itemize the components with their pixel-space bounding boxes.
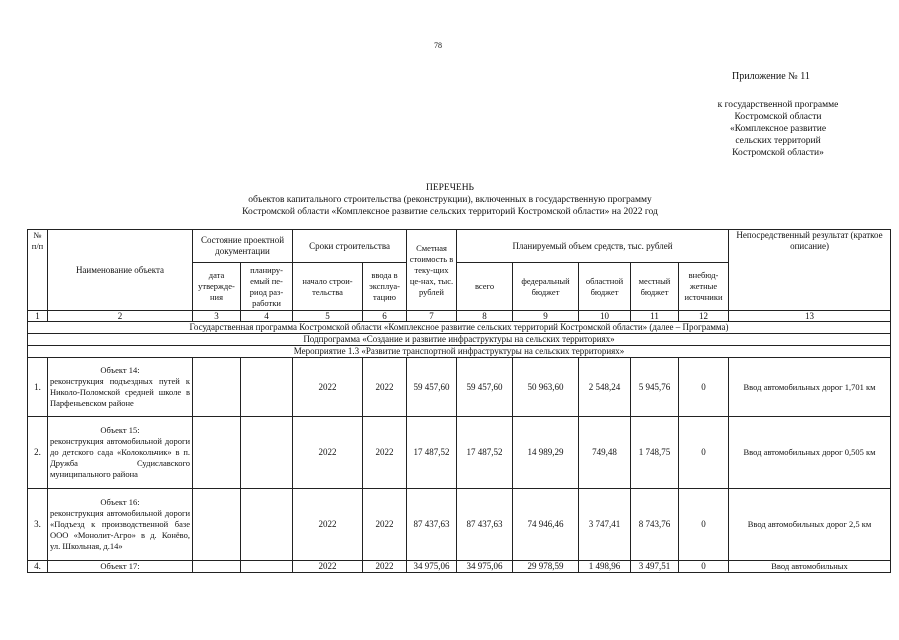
total-value: 87 437,63	[457, 489, 513, 561]
start-year: 2022	[293, 417, 363, 489]
header-estimate: Сметная стоимость в теку-щих це-нах, тыс. рублей	[407, 230, 457, 311]
column-number: 11	[631, 311, 679, 322]
header-federal: федеральный бюджет	[513, 263, 579, 311]
commission-year: 2022	[363, 561, 407, 573]
row-number: 4.	[28, 561, 48, 573]
regional-value: 1 498,96	[579, 561, 631, 573]
planned-dev-cell	[241, 489, 293, 561]
program-row	[28, 322, 891, 334]
table-row	[28, 489, 891, 561]
table-row	[28, 561, 891, 573]
object-title: Объект 17:	[100, 561, 140, 571]
extra-value: 0	[679, 489, 729, 561]
header-project-docs: Состояние проектной документации	[193, 230, 293, 263]
header-num: № п/п	[28, 230, 48, 311]
object-name	[48, 358, 193, 417]
measure-title: Мероприятие 1.3 «Развитие транспортной инфраструктуры на сельских территориях»	[28, 346, 891, 358]
document-heading	[150, 182, 750, 218]
regional-value: 2 548,24	[579, 358, 631, 417]
column-number: 13	[729, 311, 891, 322]
extra-value: 0	[679, 561, 729, 573]
appendix-line: к государственной программе	[717, 100, 839, 110]
total-value: 59 457,60	[457, 358, 513, 417]
appendix-subtitle	[688, 99, 868, 159]
object-title: Объект 15:	[100, 425, 140, 435]
approval-date-cell	[193, 489, 241, 561]
regional-value: 749,48	[579, 417, 631, 489]
row-number: 2.	[28, 417, 48, 489]
appendix-title: Приложение № 11	[732, 71, 810, 82]
header-planned-dev: планиру-емый пе-риод раз-работки	[241, 263, 293, 311]
object-title: Объект 16:	[100, 497, 140, 507]
object-description: реконструкция автомобильной дороги «Подъезд к производственной базе ООО «Монолит-Агро» в д. Конёво, ул. Школьная, д.14»	[50, 508, 190, 551]
column-number: 7	[407, 311, 457, 322]
appendix-line: Костромской области	[734, 112, 822, 122]
federal-value: 50 963,60	[513, 358, 579, 417]
header-commission: ввода в эксплуа-тацию	[363, 263, 407, 311]
column-number: 12	[679, 311, 729, 322]
header-result: Непосредственный результат (краткое описание)	[729, 230, 891, 311]
planned-dev-cell	[241, 561, 293, 573]
commission-year: 2022	[363, 417, 407, 489]
measure-row	[28, 346, 891, 358]
column-number: 10	[579, 311, 631, 322]
document-subtitle-line: объектов капитального строительства (реконструкции), включенных в государственную программу	[248, 195, 652, 205]
local-value: 1 748,75	[631, 417, 679, 489]
column-number: 4	[241, 311, 293, 322]
federal-value: 74 946,46	[513, 489, 579, 561]
row-number: 1.	[28, 358, 48, 417]
approval-date-cell	[193, 417, 241, 489]
column-number: 3	[193, 311, 241, 322]
header-start: начало строи-тельства	[293, 263, 363, 311]
column-number: 1	[28, 311, 48, 322]
estimate-value: 34 975,06	[407, 561, 457, 573]
header-name: Наименование объекта	[48, 230, 193, 311]
header-timing: Сроки строительства	[293, 230, 407, 263]
local-value: 8 743,76	[631, 489, 679, 561]
federal-value: 14 989,29	[513, 417, 579, 489]
start-year: 2022	[293, 561, 363, 573]
column-number: 2	[48, 311, 193, 322]
appendix-line: сельских территорий	[735, 136, 821, 146]
header-extra: внебюд-жетные источники	[679, 263, 729, 311]
total-value: 17 487,52	[457, 417, 513, 489]
object-description: реконструкция автомобильной дороги до детского сада «Колокольчик» в п. Дружба Судиславского муниципального района	[50, 436, 190, 479]
appendix-line: Костромской области»	[732, 148, 824, 158]
extra-value: 0	[679, 417, 729, 489]
object-title: Объект 14:	[100, 365, 140, 375]
object-name	[48, 561, 193, 573]
header-approval-date: дата утвержде-ния	[193, 263, 241, 311]
column-number: 6	[363, 311, 407, 322]
local-value: 5 945,76	[631, 358, 679, 417]
object-name	[48, 417, 193, 489]
result-description: Ввод автомобильных дорог 1,701 км	[729, 358, 891, 417]
result-description: Ввод автомобильных	[729, 561, 891, 573]
approval-date-cell	[193, 358, 241, 417]
column-number: 9	[513, 311, 579, 322]
commission-year: 2022	[363, 489, 407, 561]
document-subtitle-line: Костромской области «Комплексное развитие сельских территорий Костромской области» на 2022 год	[242, 207, 658, 217]
approval-date-cell	[193, 561, 241, 573]
objects-table	[27, 229, 891, 573]
estimate-value: 17 487,52	[407, 417, 457, 489]
regional-value: 3 747,41	[579, 489, 631, 561]
column-number-row	[28, 311, 891, 322]
header-regional: областной бюджет	[579, 263, 631, 311]
page-number: 78	[434, 41, 442, 50]
header-funding: Планируемый объем средств, тыс. рублей	[457, 230, 729, 263]
extra-value: 0	[679, 358, 729, 417]
planned-dev-cell	[241, 358, 293, 417]
estimate-value: 87 437,63	[407, 489, 457, 561]
result-description: Ввод автомобильных дорог 2,5 км	[729, 489, 891, 561]
planned-dev-cell	[241, 417, 293, 489]
header-total: всего	[457, 263, 513, 311]
subprogram-title: Подпрограмма «Создание и развитие инфраструктуры на сельских территориях»	[28, 334, 891, 346]
header-local: местный бюджет	[631, 263, 679, 311]
table-row	[28, 417, 891, 489]
table-row	[28, 358, 891, 417]
appendix-line: «Комплексное развитие	[729, 124, 827, 134]
program-title: Государственная программа Костромской области «Комплексное развитие сельских территорий Костромской области» (далее – Программа)	[28, 322, 891, 334]
federal-value: 29 978,59	[513, 561, 579, 573]
subprogram-row	[28, 334, 891, 346]
object-description: реконструкция подъездных путей к Николо-Поломской средней школе в Парфеньевском районе	[50, 376, 190, 408]
start-year: 2022	[293, 358, 363, 417]
object-name	[48, 489, 193, 561]
header-row	[28, 230, 891, 263]
local-value: 3 497,51	[631, 561, 679, 573]
row-number: 3.	[28, 489, 48, 561]
column-number: 5	[293, 311, 363, 322]
estimate-value: 59 457,60	[407, 358, 457, 417]
result-description: Ввод автомобильных дорог 0,505 км	[729, 417, 891, 489]
start-year: 2022	[293, 489, 363, 561]
document-title: ПЕРЕЧЕНЬ	[425, 183, 475, 193]
commission-year: 2022	[363, 358, 407, 417]
total-value: 34 975,06	[457, 561, 513, 573]
column-number: 8	[457, 311, 513, 322]
